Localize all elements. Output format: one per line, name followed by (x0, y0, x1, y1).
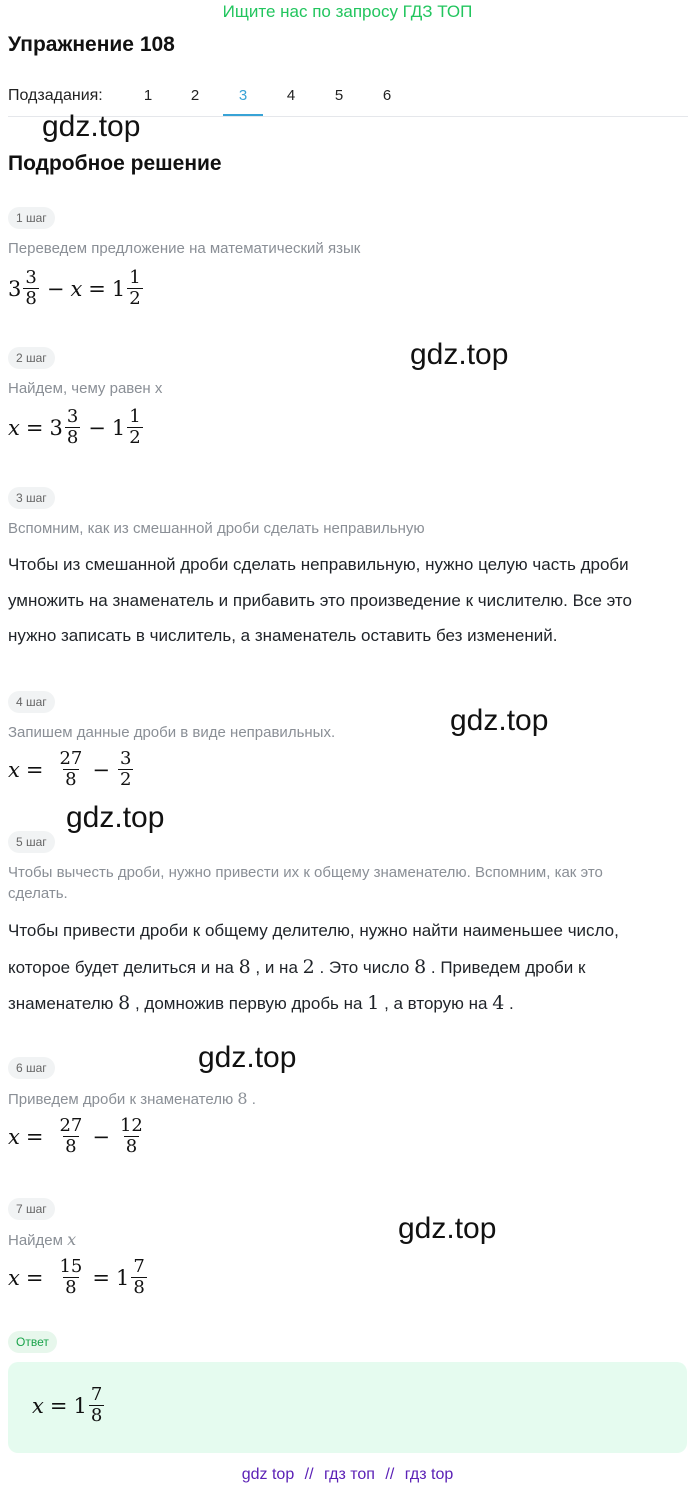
answer-box (8, 1362, 687, 1453)
watermark: gdz.top (398, 1212, 497, 1245)
step-hint-5-line-2: сделать. (8, 885, 68, 902)
page-title: Упражнение 108 (8, 33, 175, 56)
equals-sign: = (88, 276, 106, 301)
watermark: gdz.top (42, 110, 141, 143)
step-badge-7: 7 шаг (8, 1198, 55, 1220)
subtask-tab-3[interactable]: 3 (238, 87, 248, 104)
step-math-4 (8, 749, 135, 790)
step-hint-3: Вспомним, как из смешанной дроби сделать неправильную (8, 520, 425, 537)
fraction: $\frac{12}{8}$ (119, 1115, 143, 1157)
whole: 1 (115, 1265, 130, 1290)
subtask-tab-1[interactable]: 1 (143, 87, 153, 104)
footer-link-gdz-top-mixed[interactable]: гдз top (404, 1466, 454, 1483)
whole: 3 (49, 415, 63, 440)
subtask-tab-2[interactable]: 2 (190, 87, 200, 104)
footer-separator: // (304, 1466, 314, 1483)
step-text-5-line-1: Чтобы привести дроби к общему делителю, нужно найти наименьшее число, (8, 921, 619, 940)
watermark: gdz.top (450, 704, 549, 737)
footer-links (0, 1466, 695, 1484)
footer-link-gdz-top[interactable]: gdz top (241, 1466, 295, 1483)
whole: 1 (111, 415, 126, 440)
fraction: $\frac{3}{8}$ (66, 406, 79, 448)
minus-sign: − (88, 415, 106, 440)
search-banner: Ищите нас по запросу ГДЗ ТОП (222, 2, 473, 21)
active-tab-indicator (223, 114, 263, 116)
minus-sign: − (92, 757, 110, 782)
step-hint-5-line-1: Чтобы вычесть дроби, нужно привести их к общему знаменателю. Вспомним, как это (8, 864, 603, 881)
fraction: $\frac{15}{8}$ (59, 1256, 83, 1298)
answer-badge: Ответ (8, 1331, 57, 1353)
step-hint-6: Приведем дроби к знаменателю 8 . (8, 1089, 256, 1108)
minus-sign: − (92, 1124, 110, 1149)
step-text-5-line-3: знаменателю 8 , домножив первую дробь на 1 , а вторую на 4 . (8, 992, 514, 1014)
subtask-tab-6[interactable]: 6 (382, 87, 392, 104)
watermark: gdz.top (410, 338, 509, 371)
fraction: $\frac{27}{8}$ (59, 1115, 83, 1157)
step-badge-3: 3 шаг (8, 487, 55, 509)
whole: 3 (8, 276, 22, 301)
step-badge-1: 1 шаг (8, 207, 55, 229)
whole: 1 (111, 276, 126, 301)
equals-sign: = (25, 415, 44, 440)
variable: x (32, 1393, 44, 1418)
equals-sign: = (25, 757, 44, 782)
step-math-1 (8, 268, 145, 309)
step-badge-5: 5 шаг (8, 831, 55, 853)
step-badge-2: 2 шаг (8, 347, 55, 369)
fraction: $\frac{27}{8}$ (59, 748, 83, 790)
footer-link-gdz-top-ru[interactable]: гдз топ (324, 1466, 375, 1483)
watermark: gdz.top (66, 801, 165, 834)
equals-sign: = (92, 1265, 110, 1290)
fraction: $\frac{7}{8}$ (90, 1384, 103, 1426)
variable: x (8, 1124, 20, 1149)
step-text-3-line-1: Чтобы из смешанной дроби сделать неправильную, нужно целую часть дроби (8, 555, 629, 574)
equals-sign: = (25, 1124, 44, 1149)
section-title: Подробное решение (8, 152, 222, 175)
fraction: $\frac{1}{2}$ (129, 406, 141, 448)
step-hint-2: Найдем, чему равен x (8, 380, 163, 397)
subtasks-label: Подзадания: (8, 87, 103, 104)
equals-sign: = (25, 1265, 44, 1290)
variable: x (8, 1265, 20, 1290)
footer-separator: // (385, 1466, 395, 1483)
whole: 1 (73, 1393, 87, 1418)
subtask-tab-4[interactable]: 4 (286, 87, 296, 104)
step-hint-7: Найдем x (8, 1230, 77, 1249)
step-math-6 (8, 1116, 147, 1157)
equals-sign: = (49, 1393, 68, 1418)
step-math-7 (8, 1257, 149, 1298)
fraction: $\frac{3}{8}$ (25, 267, 37, 309)
step-badge-4: 4 шаг (8, 691, 55, 713)
variable: x (8, 757, 20, 782)
fraction: $\frac{1}{2}$ (129, 267, 141, 309)
step-hint-1: Переведем предложение на математический язык (8, 240, 361, 257)
subtask-tab-5[interactable]: 5 (334, 87, 344, 104)
step-text-3-line-3: нужно записать в числитель, а знаменатель оставить без изменений. (8, 626, 558, 645)
step-text-5-line-2: которое будет делиться и на 8 , и на 2 . Это число 8 . Приведем дроби к (8, 956, 586, 978)
variable: x (70, 276, 83, 301)
step-hint-4: Запишем данные дроби в виде неправильных. (8, 724, 336, 741)
fraction: $\frac{3}{2}$ (119, 748, 132, 790)
answer-math (32, 1385, 106, 1426)
step-badge-6: 6 шаг (8, 1057, 55, 1079)
watermark: gdz.top (198, 1041, 297, 1074)
step-text-3-line-2: умножить на знаменатель и прибавить это произведение к числителю. Все это (8, 591, 632, 610)
step-math-2 (8, 407, 145, 448)
fraction: $\frac{7}{8}$ (133, 1256, 145, 1298)
minus-sign: − (46, 276, 65, 301)
variable: x (8, 415, 20, 440)
